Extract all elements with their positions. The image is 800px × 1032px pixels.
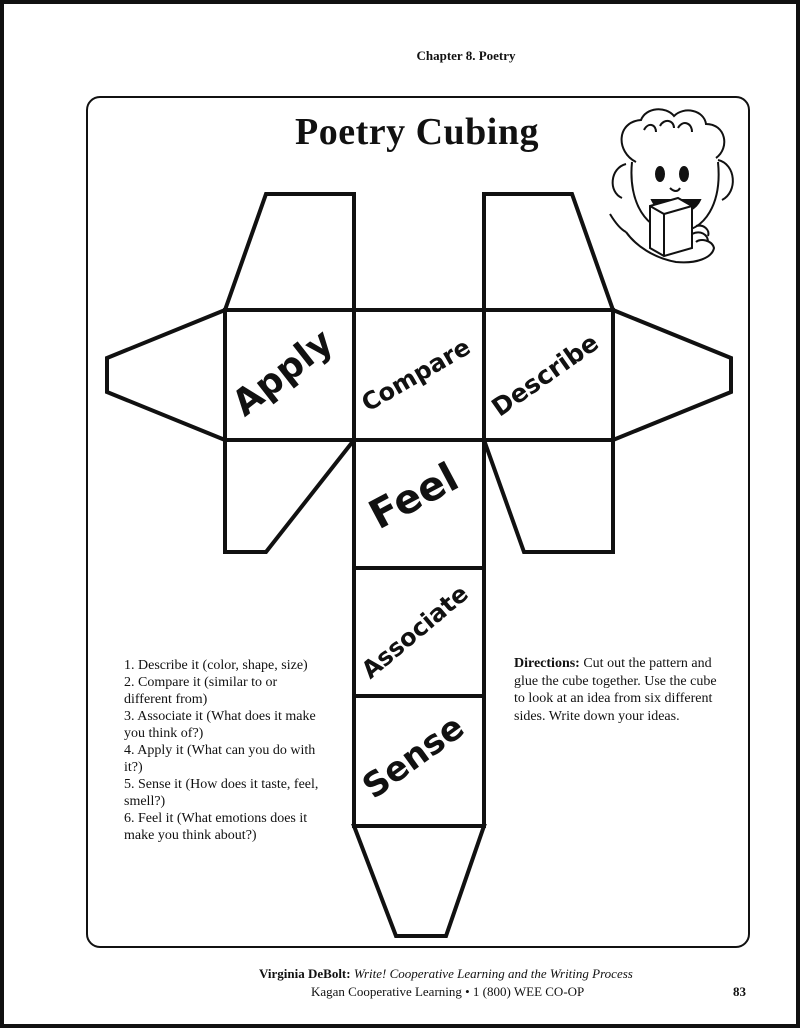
page-number: 83 <box>733 984 746 999</box>
cube-net <box>4 4 800 1032</box>
bottom-right-tab <box>484 440 613 552</box>
footer-citation <box>259 966 633 982</box>
left-side-tab <box>107 310 225 440</box>
directions-paragraph <box>514 655 724 725</box>
chapter-header: Chapter 8. Poetry <box>416 48 516 63</box>
face-label-apply: Apply <box>224 321 341 425</box>
bottom-point-tab <box>354 826 484 936</box>
top-left-tab <box>225 194 354 310</box>
bottom-left-tab <box>225 440 354 552</box>
face-label-sense: Sense <box>355 707 472 808</box>
footer-publisher: Kagan Cooperative Learning • 1 (800) WEE CO-OP <box>311 984 585 999</box>
top-right-tab <box>484 194 613 310</box>
face-label-describe: Describe <box>486 327 604 423</box>
step-item: 5. Sense it (How does it taste, feel, smell?) <box>124 777 319 809</box>
step-item: 6. Feel it (What emotions does it make you think about?) <box>124 811 308 843</box>
footer-book-title: Write! Cooperative Learning and the Writing Process <box>353 966 633 981</box>
face-label-compare: Compare <box>356 332 476 418</box>
page-title: Poetry Cubing <box>295 111 539 153</box>
face-label-feel: Feel <box>361 454 467 539</box>
face-label-associate: Associate <box>356 579 474 685</box>
right-side-tab <box>613 310 731 440</box>
step-item: 4. Apply it (What can you do with it?) <box>124 743 316 775</box>
steps-list <box>124 657 324 844</box>
step-item: 2. Compare it (similar to or different from) <box>124 675 278 707</box>
directions-text: Cut out the pattern and glue the cube together. Use the cube to look at an idea from six different sides. Write down your ideas. <box>514 656 717 724</box>
step-item: 3. Associate it (What does it make you think of?) <box>124 709 316 741</box>
step-item: 1. Describe it (color, shape, size) <box>124 658 308 673</box>
footer-author: Virginia DeBolt: <box>259 966 351 981</box>
directions-label: Directions: <box>514 656 580 671</box>
